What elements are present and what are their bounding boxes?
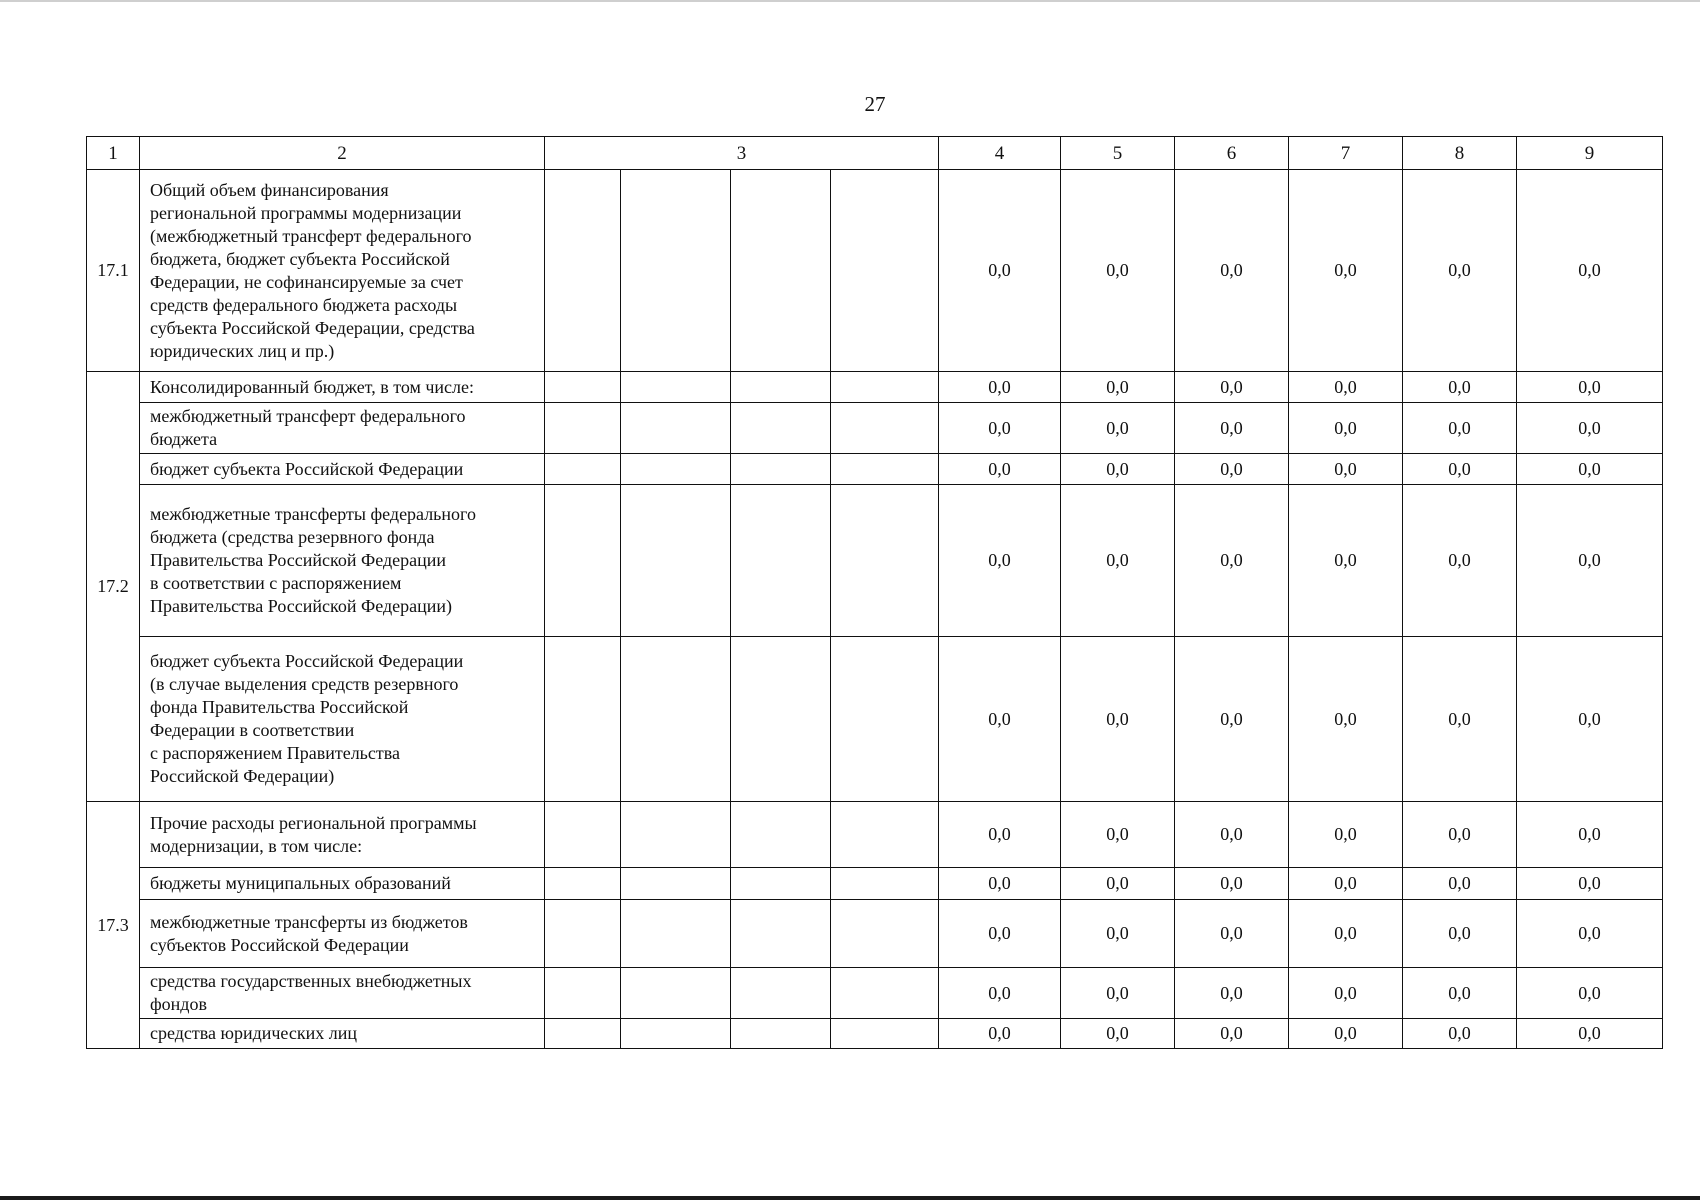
row-description: Прочие расходы региональной программы модернизации, в том числе: [140,802,545,868]
empty-cell [621,1019,731,1049]
value-cell: 0,0 [1517,637,1663,802]
value-cell: 0,0 [1403,485,1517,637]
row-description: Общий объем финансирования региональной программы модернизации (межбюджетный трансферт федерального бюджета, бюджет субъекта Российской Федерации, не софинансируемые за счет средств федерального бюджета расходы субъекта Российской Федерации, средства юридических лиц и пр.) [140,170,545,372]
value-cell: 0,0 [1517,900,1663,968]
empty-cell [731,454,831,485]
value-cell: 0,0 [1175,485,1289,637]
empty-cell [831,454,939,485]
empty-cell [545,868,621,900]
empty-cell [545,454,621,485]
table-row [87,637,1663,802]
empty-cell [731,485,831,637]
value-cell: 0,0 [1517,454,1663,485]
value-cell: 0,0 [1175,454,1289,485]
row-number: 17.1 [87,170,140,372]
value-cell: 0,0 [939,485,1061,637]
value-cell: 0,0 [1289,900,1403,968]
empty-cell [731,170,831,372]
value-cell: 0,0 [1289,485,1403,637]
value-cell: 0,0 [1175,637,1289,802]
value-cell: 0,0 [1403,637,1517,802]
value-cell: 0,0 [1403,1019,1517,1049]
empty-cell [831,802,939,868]
value-cell: 0,0 [1061,1019,1175,1049]
value-cell: 0,0 [1061,802,1175,868]
value-cell: 0,0 [1517,968,1663,1019]
empty-cell [545,403,621,454]
value-cell: 0,0 [1289,802,1403,868]
row-description: бюджеты муниципальных образований [140,868,545,900]
value-cell: 0,0 [1403,868,1517,900]
empty-cell [831,900,939,968]
table-row [87,454,1663,485]
table-row [87,372,1663,403]
column-header: 8 [1403,137,1517,170]
empty-cell [831,372,939,403]
value-cell: 0,0 [1061,637,1175,802]
row-description: межбюджетные трансферты из бюджетов субъектов Российской Федерации [140,900,545,968]
table-row [87,170,1663,372]
value-cell: 0,0 [1289,637,1403,802]
column-header: 4 [939,137,1061,170]
value-cell: 0,0 [939,1019,1061,1049]
value-cell: 0,0 [1403,802,1517,868]
scan-edge-bottom [0,1196,1700,1200]
table-row [87,403,1663,454]
value-cell: 0,0 [1061,372,1175,403]
scan-edge-top [0,0,1700,2]
empty-cell [731,802,831,868]
empty-cell [621,900,731,968]
row-description: межбюджетный трансферт федерального бюджета [140,403,545,454]
value-cell: 0,0 [1517,403,1663,454]
column-header: 2 [140,137,545,170]
column-header: 1 [87,137,140,170]
value-cell: 0,0 [1175,802,1289,868]
empty-cell [545,637,621,802]
table-row [87,485,1663,637]
value-cell: 0,0 [1403,454,1517,485]
empty-cell [621,868,731,900]
financing-table [86,136,1663,1049]
value-cell: 0,0 [1517,170,1663,372]
value-cell: 0,0 [1289,1019,1403,1049]
value-cell: 0,0 [1517,1019,1663,1049]
value-cell: 0,0 [939,372,1061,403]
empty-cell [621,454,731,485]
value-cell: 0,0 [939,170,1061,372]
value-cell: 0,0 [1175,868,1289,900]
empty-cell [731,403,831,454]
empty-cell [731,900,831,968]
row-number: 17.3 [87,802,140,1049]
value-cell: 0,0 [1061,968,1175,1019]
value-cell: 0,0 [939,454,1061,485]
table-row [87,968,1663,1019]
value-cell: 0,0 [939,403,1061,454]
column-header: 5 [1061,137,1175,170]
value-cell: 0,0 [1517,868,1663,900]
empty-cell [545,1019,621,1049]
empty-cell [731,868,831,900]
column-header: 9 [1517,137,1663,170]
table-row [87,1019,1663,1049]
value-cell: 0,0 [1403,403,1517,454]
value-cell: 0,0 [939,868,1061,900]
value-cell: 0,0 [1175,372,1289,403]
empty-cell [731,637,831,802]
value-cell: 0,0 [939,802,1061,868]
value-cell: 0,0 [1289,968,1403,1019]
empty-cell [831,868,939,900]
row-description: средства государственных внебюджетных фондов [140,968,545,1019]
value-cell: 0,0 [1517,485,1663,637]
row-description: Консолидированный бюджет, в том числе: [140,372,545,403]
table-row [87,802,1663,868]
column-header: 6 [1175,137,1289,170]
empty-cell [621,637,731,802]
value-cell: 0,0 [939,900,1061,968]
empty-cell [831,170,939,372]
value-cell: 0,0 [1061,403,1175,454]
value-cell: 0,0 [1175,170,1289,372]
value-cell: 0,0 [1061,170,1175,372]
empty-cell [621,802,731,868]
value-cell: 0,0 [1061,454,1175,485]
empty-cell [621,170,731,372]
row-description: средства юридических лиц [140,1019,545,1049]
page-number: 27 [864,92,886,116]
value-cell: 0,0 [1403,968,1517,1019]
empty-cell [731,968,831,1019]
empty-cell [831,637,939,802]
empty-cell [731,372,831,403]
value-cell: 0,0 [1061,900,1175,968]
empty-cell [545,968,621,1019]
row-description: бюджет субъекта Российской Федерации [140,454,545,485]
value-cell: 0,0 [1403,900,1517,968]
value-cell: 0,0 [1175,1019,1289,1049]
empty-cell [545,485,621,637]
empty-cell [545,802,621,868]
empty-cell [621,968,731,1019]
row-description: межбюджетные трансферты федерального бюджета (средства резервного фонда Правительства Российской Федерации в соответствии с распоряжением Правительства Российской Федерации) [140,485,545,637]
row-description: бюджет субъекта Российской Федерации (в случае выделения средств резервного фонда Правительства Российской Федерации в соответствии с распоряжением Правительства Российской Федерации) [140,637,545,802]
empty-cell [731,1019,831,1049]
value-cell: 0,0 [1289,403,1403,454]
empty-cell [621,372,731,403]
header-row [87,137,1663,170]
value-cell: 0,0 [1403,170,1517,372]
table-row [87,900,1663,968]
value-cell: 0,0 [1175,900,1289,968]
value-cell: 0,0 [1517,372,1663,403]
empty-cell [545,170,621,372]
value-cell: 0,0 [939,968,1061,1019]
empty-cell [621,403,731,454]
value-cell: 0,0 [1175,403,1289,454]
value-cell: 0,0 [1289,454,1403,485]
value-cell: 0,0 [1289,372,1403,403]
empty-cell [831,1019,939,1049]
value-cell: 0,0 [1175,968,1289,1019]
empty-cell [831,968,939,1019]
value-cell: 0,0 [939,637,1061,802]
column-header: 3 [545,137,939,170]
column-header: 7 [1289,137,1403,170]
row-number: 17.2 [87,372,140,802]
value-cell: 0,0 [1061,868,1175,900]
value-cell: 0,0 [1403,372,1517,403]
empty-cell [545,372,621,403]
empty-cell [621,485,731,637]
value-cell: 0,0 [1517,802,1663,868]
table-row [87,868,1663,900]
value-cell: 0,0 [1061,485,1175,637]
value-cell: 0,0 [1289,170,1403,372]
empty-cell [831,485,939,637]
empty-cell [545,900,621,968]
value-cell: 0,0 [1289,868,1403,900]
empty-cell [831,403,939,454]
